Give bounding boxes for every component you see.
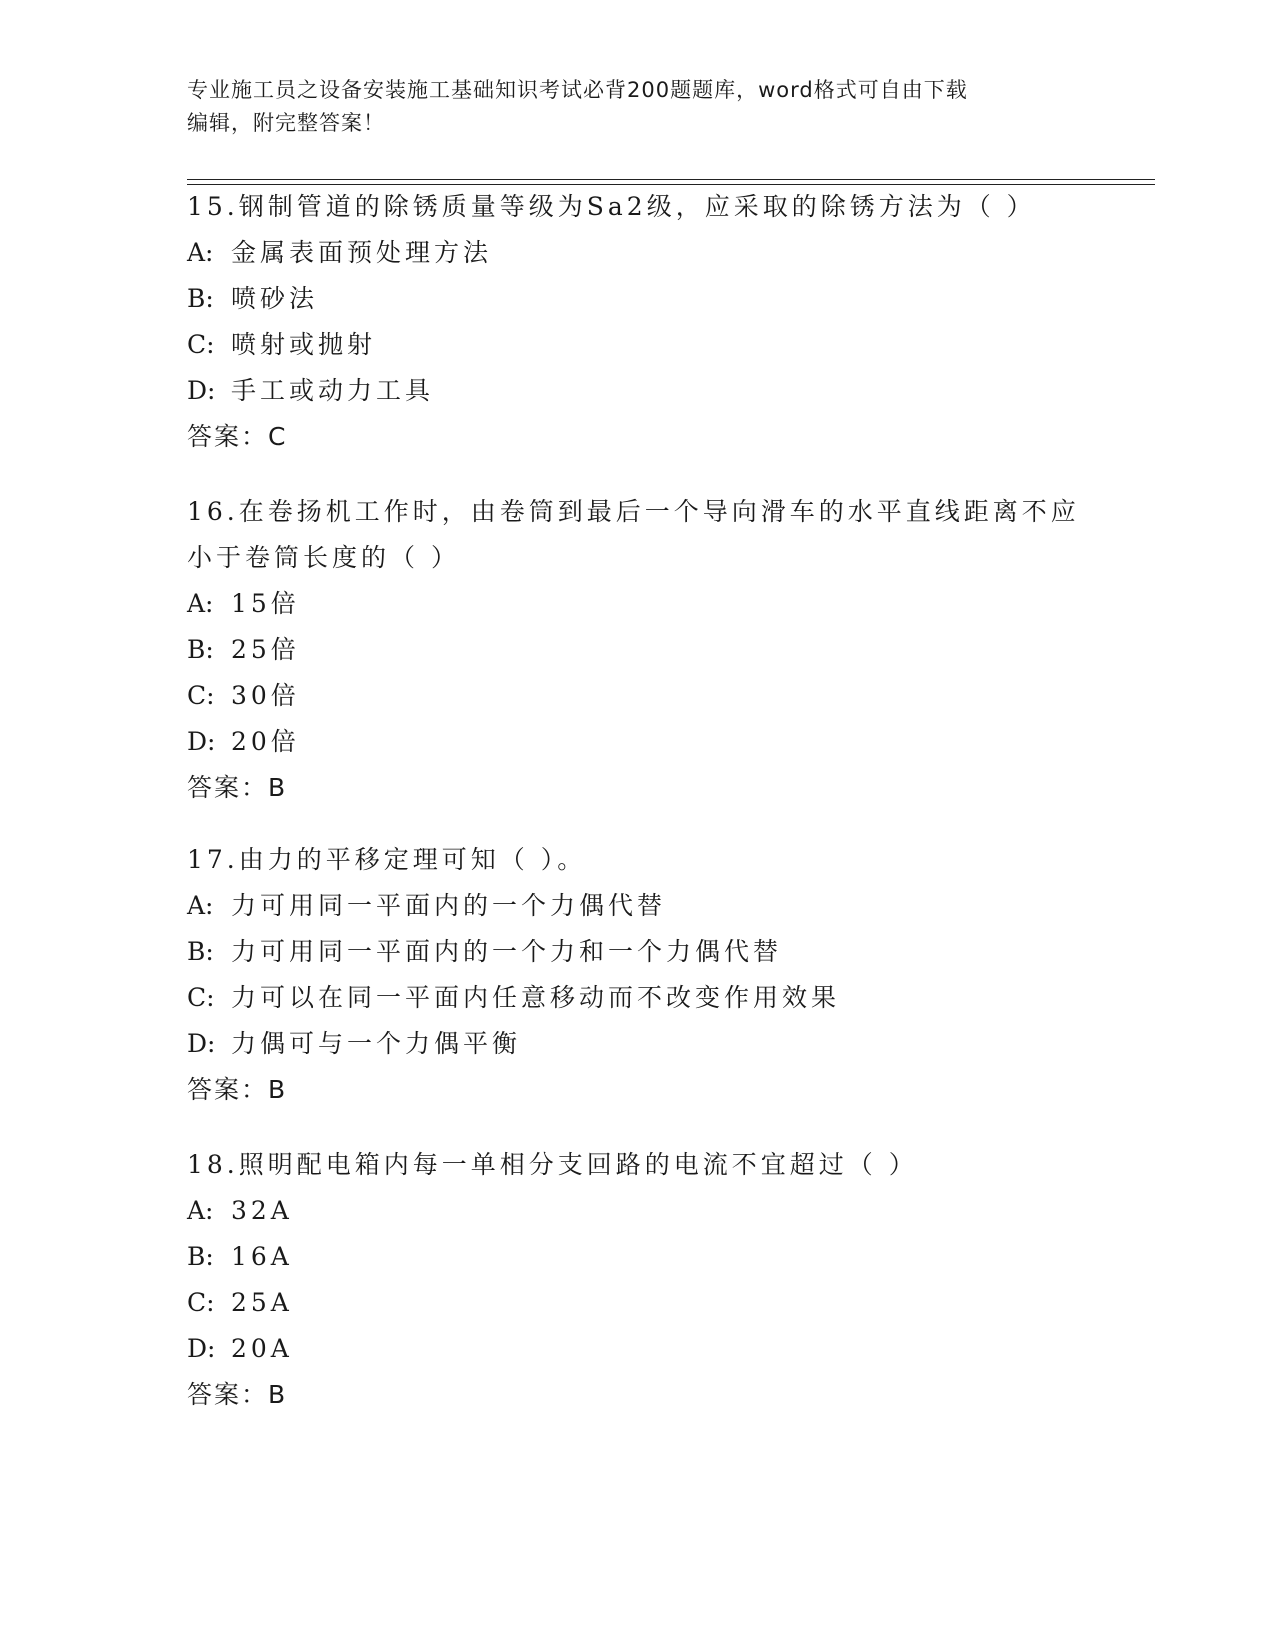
option-letter: B: <box>187 1242 214 1271</box>
option-a <box>187 581 1087 627</box>
option-letter: B: <box>187 937 214 966</box>
option-a <box>187 883 1087 929</box>
option-letter: A: <box>187 1196 214 1225</box>
question-stem: 18.照明配电箱内每一单相分支回路的电流不宜超过（ ） <box>187 1150 918 1179</box>
option-letter: B: <box>187 284 214 313</box>
option-a <box>187 230 1087 276</box>
question-18 <box>187 1142 1087 1418</box>
option-b <box>187 627 1087 673</box>
header-divider-top <box>187 179 1155 180</box>
answer-line: 答案：B <box>187 1380 288 1409</box>
option-letter: C: <box>187 983 215 1012</box>
option-letter: C: <box>187 681 215 710</box>
option-letter: C: <box>187 1288 215 1317</box>
question-stem-line-1: 16.在卷扬机工作时，由卷筒到最后一个导向滑车的水平直线距离不应 <box>187 497 1080 526</box>
option-letter: D: <box>187 1334 216 1363</box>
option-text: 力可用同一平面内的一个力和一个力偶代替 <box>231 937 783 966</box>
option-letter: D: <box>187 1029 216 1058</box>
option-text: 25倍 <box>231 635 300 664</box>
option-c <box>187 322 1087 368</box>
option-text: 30倍 <box>231 681 300 710</box>
question-17 <box>187 837 1087 1113</box>
option-text: 32A <box>231 1196 293 1225</box>
option-text: 20倍 <box>231 727 300 756</box>
answer-line: 答案：B <box>187 1075 288 1104</box>
option-letter: B: <box>187 635 214 664</box>
option-d <box>187 719 1087 765</box>
question-stem-line-2: 小于卷筒长度的（ ） <box>187 543 460 572</box>
option-c <box>187 1280 1087 1326</box>
option-letter: A: <box>187 589 214 618</box>
option-text: 15倍 <box>231 589 300 618</box>
header-title-line-1: 专业施工员之设备安装施工基础知识考试必背200题题库，word格式可自由下载 <box>187 78 968 102</box>
option-a <box>187 1188 1087 1234</box>
option-letter: D: <box>187 727 216 756</box>
question-15 <box>187 184 1087 460</box>
option-text: 手工或动力工具 <box>231 376 435 405</box>
option-letter: A: <box>187 891 214 920</box>
option-b <box>187 929 1087 975</box>
option-d <box>187 1326 1087 1372</box>
answer-line: 答案：B <box>187 773 288 802</box>
question-16 <box>187 489 1087 811</box>
option-c <box>187 673 1087 719</box>
option-letter: A: <box>187 238 214 267</box>
option-c <box>187 975 1087 1021</box>
option-text: 喷砂法 <box>231 284 319 313</box>
answer-line: 答案：C <box>187 422 288 451</box>
document-header <box>187 74 1087 140</box>
option-text: 金属表面预处理方法 <box>231 238 493 267</box>
option-text: 20A <box>231 1334 293 1363</box>
question-stem: 17.由力的平移定理可知（ ）。 <box>187 845 587 874</box>
option-d <box>187 368 1087 414</box>
option-text: 力偶可与一个力偶平衡 <box>231 1029 522 1058</box>
option-text: 喷射或抛射 <box>231 330 377 359</box>
question-stem: 15.钢制管道的除锈质量等级为Sa2级，应采取的除锈方法为（ ） <box>187 192 1036 221</box>
option-d <box>187 1021 1087 1067</box>
header-title-line-2: 编辑，附完整答案！ <box>187 111 385 135</box>
option-letter: C: <box>187 330 215 359</box>
option-text: 16A <box>231 1242 293 1271</box>
option-text: 25A <box>231 1288 293 1317</box>
option-b <box>187 276 1087 322</box>
option-b <box>187 1234 1087 1280</box>
option-text: 力可用同一平面内的一个力偶代替 <box>231 891 667 920</box>
option-text: 力可以在同一平面内任意移动而不改变作用效果 <box>231 983 841 1012</box>
option-letter: D: <box>187 376 216 405</box>
